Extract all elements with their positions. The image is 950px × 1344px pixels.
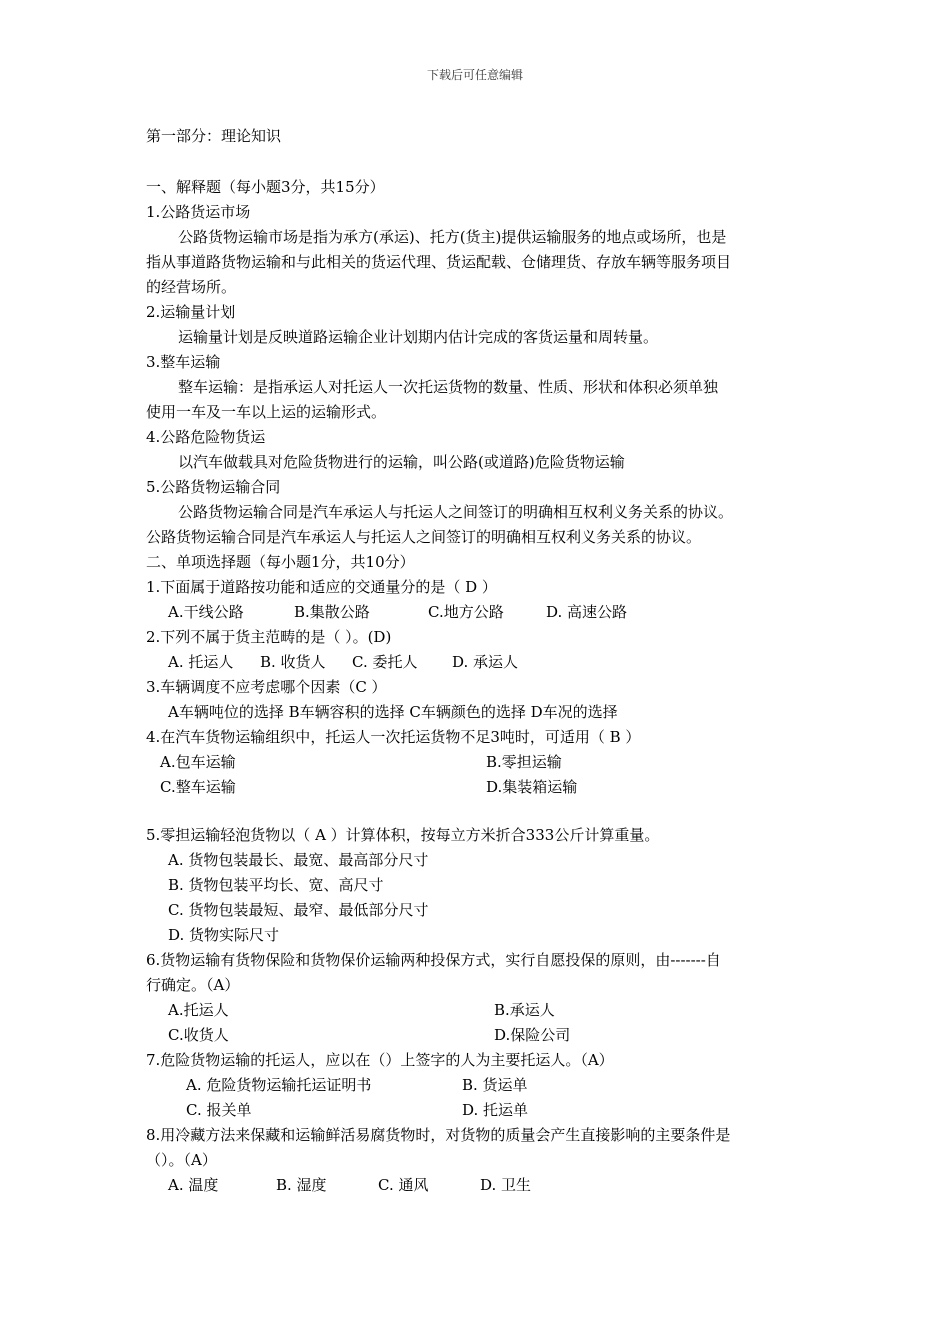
- s2-q8-option-b: B. 湿度: [276, 1176, 327, 1194]
- s2-q3-stem: 3.车辆调度不应考虑哪个因素（C ）: [146, 678, 387, 696]
- s1-q1-answer-line: 公路货物运输市场是指为承方(承运)、托方(货主)提供运输服务的地点或场所，也是: [178, 228, 727, 246]
- s2-q2-stem: 2.下列不属于货主范畴的是（ ）。(D): [146, 628, 392, 646]
- s2-q8-option-d: D. 卫生: [480, 1176, 532, 1194]
- s2-q1-option-c: C.地方公路: [428, 603, 504, 621]
- s2-q6-option-a: A.托运人: [168, 1001, 229, 1019]
- page-header-note: 下载后可任意编辑: [426, 68, 523, 82]
- s2-q7-option-a: A. 危险货物运输托运证明书: [186, 1076, 372, 1094]
- s2-q3-options: A车辆吨位的选择 B车辆容积的选择 C车辆颜色的选择 D车况的选择: [168, 703, 618, 721]
- s2-q1-option-a: A.干线公路: [168, 603, 244, 621]
- s1-q4-title: 4.公路危险物货运: [146, 428, 266, 446]
- s2-q4-option-c: C.整车运输: [160, 778, 236, 796]
- s2-q6-stem: 6.货物运输有货物保险和货物保价运输两种投保方式，实行自愿投保的原则，由-------自: [146, 951, 721, 969]
- s2-q6-option-c: C.收货人: [168, 1026, 229, 1044]
- s2-q7-option-d: D. 托运单: [462, 1101, 529, 1119]
- s1-q5-answer-line: 公路货物运输合同是汽车承运人与托运人之间签订的明确相互权利义务关系的协议。: [178, 503, 734, 521]
- s2-q2-option-a: A. 托运人: [168, 653, 234, 671]
- s2-q1-stem: 1.下面属于道路按功能和适应的交通量分的是（ D ）: [146, 578, 497, 596]
- s2-q4-option-d: D.集装箱运输: [486, 778, 578, 796]
- s2-q4-option-b: B.零担运输: [486, 753, 562, 771]
- s1-q3-answer-line: 整车运输：是指承运人对托运人一次托运货物的数量、性质、形状和体积必须单独: [178, 378, 719, 396]
- s2-q2-option-c: C. 委托人: [352, 653, 418, 671]
- s2-q7-option-c: C. 报关单: [186, 1101, 252, 1119]
- s2-q8-option-a: A. 温度: [168, 1176, 219, 1194]
- s2-q7-option-b: B. 货运单: [462, 1076, 528, 1094]
- s1-q5-title: 5.公路货物运输合同: [146, 478, 281, 496]
- s2-q7-stem: 7.危险货物运输的托运人，应以在（）上签字的人为主要托运人。（A）: [146, 1051, 614, 1069]
- s2-q4-stem: 4.在汽车货物运输组织中，托运人一次托运货物不足3吨时，可适用（ B ）: [146, 728, 641, 746]
- s1-q1-answer-line: 指从事道路货物运输和与此相关的货运代理、货运配载、仓储理货、存放车辆等服务项目: [146, 253, 732, 271]
- s2-q5-option-d: D. 货物实际尺寸: [168, 926, 280, 944]
- part-title: 第一部分：理论知识: [146, 127, 282, 145]
- s2-q8-stem-cont: （）。（A）: [146, 1151, 217, 1169]
- s2-q4-option-a: A.包车运输: [160, 753, 236, 771]
- s2-q5-option-c: C. 货物包装最短、最窄、最低部分尺寸: [168, 901, 429, 919]
- s1-q3-answer-line: 使用一车及一车以上运的运输形式。: [146, 403, 387, 421]
- s2-q1-option-b: B.集散公路: [294, 603, 370, 621]
- s2-q8-stem: 8.用冷藏方法来保藏和运输鲜活易腐货物时，对货物的质量会产生直接影响的主要条件是: [146, 1126, 731, 1144]
- s2-q6-option-d: D.保险公司: [494, 1026, 571, 1044]
- s2-q5-option-b: B. 货物包装平均长、宽、高尺寸: [168, 876, 384, 894]
- s2-q8-option-c: C. 通风: [378, 1176, 429, 1194]
- s1-q2-answer-line: 运输量计划是反映道路运输企业计划期内估计完成的客货运量和周转量。: [178, 328, 659, 346]
- s2-q1-option-d: D. 高速公路: [546, 603, 628, 621]
- s1-q4-answer-line: 以汽车做载具对危险货物进行的运输，叫公路(或道路)危险货物运输: [178, 453, 625, 471]
- s2-q5-stem: 5.零担运输轻泡货物以（ A ）计算体积，按每立方米折合333公斤计算重量。: [146, 826, 660, 844]
- s2-q5-option-a: A. 货物包装最长、最宽、最高部分尺寸: [168, 851, 429, 869]
- s1-q1-title: 1.公路货运市场: [146, 203, 251, 221]
- s2-q2-option-b: B. 收货人: [260, 653, 326, 671]
- s1-q1-answer-line: 的经营场所。: [146, 278, 237, 296]
- s1-q2-title: 2.运输量计划: [146, 303, 236, 321]
- s2-q6-option-b: B.承运人: [494, 1001, 555, 1019]
- s1-q3-title: 3.整车运输: [146, 353, 221, 371]
- section-1-title: 一、解释题（每小题3分，共15分）: [146, 178, 385, 196]
- section-2-title: 二、单项选择题（每小题1分，共10分）: [146, 553, 415, 571]
- s2-q2-option-d: D. 承运人: [452, 653, 519, 671]
- s2-q6-stem-cont: 行确定。（A）: [146, 976, 240, 994]
- s1-q5-answer-line: 公路货物运输合同是汽车承运人与托运人之间签订的明确相互权利义务关系的协议。: [146, 528, 702, 546]
